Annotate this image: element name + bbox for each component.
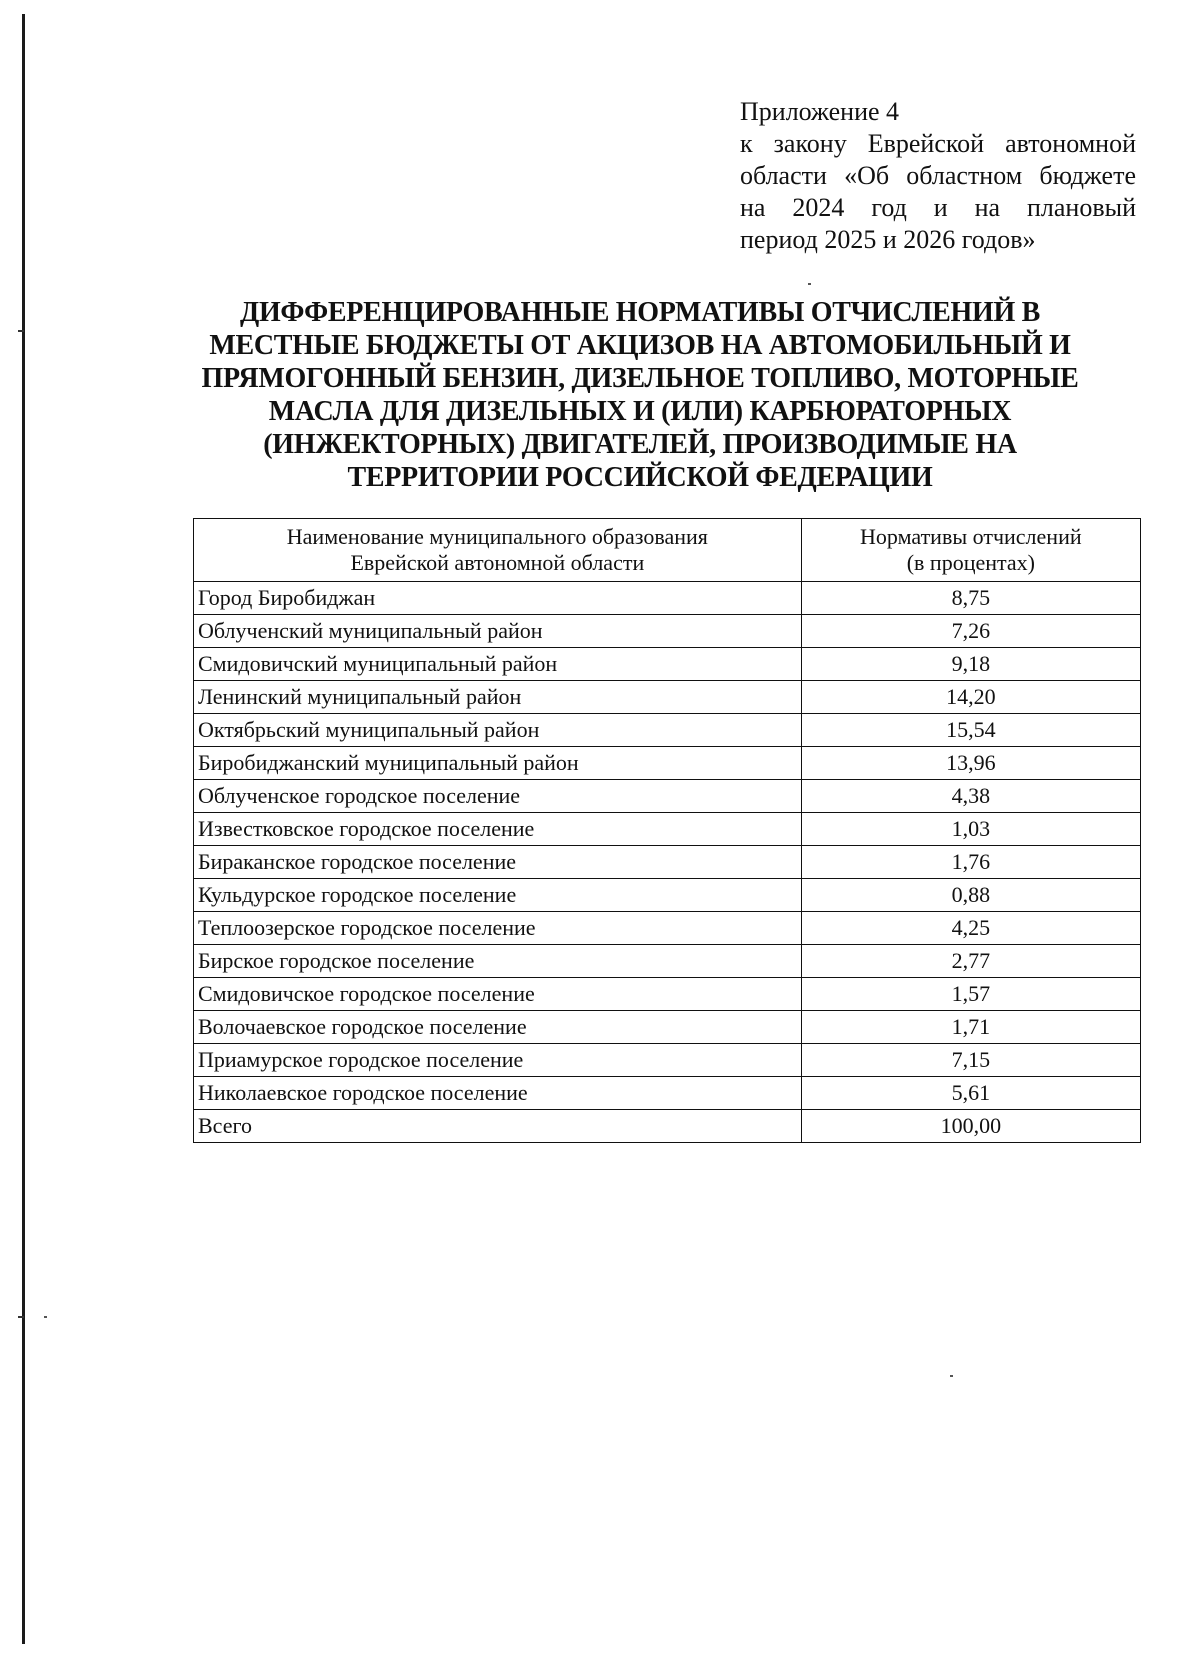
total-label: Всего	[194, 1110, 802, 1143]
norm-value: 7,26	[801, 615, 1140, 648]
municipality-name: Известковское городское поселение	[194, 813, 802, 846]
annex-header	[740, 96, 1136, 256]
table-row	[194, 912, 1141, 945]
title-line: (ИНЖЕКТОРНЫХ) ДВИГАТЕЛЕЙ, ПРОИЗВОДИМЫЕ НА	[263, 429, 1017, 460]
norms-table	[193, 518, 1141, 1143]
title-line: МЕСТНЫЕ БЮДЖЕТЫ ОТ АКЦИЗОВ НА АВТОМОБИЛЬНЫЙ И	[209, 330, 1071, 361]
table-row	[194, 846, 1141, 879]
document-title	[200, 296, 1080, 494]
title-line: ДИФФЕРЕНЦИРОВАННЫЕ НОРМАТИВЫ ОТЧИСЛЕНИЙ В	[239, 297, 1040, 328]
table-row	[194, 747, 1141, 780]
table-total-row	[194, 1110, 1141, 1143]
municipality-name: Город Биробиджан	[194, 582, 802, 615]
table-row	[194, 978, 1141, 1011]
table-row	[194, 681, 1141, 714]
table-row	[194, 615, 1141, 648]
header-value-cell	[801, 519, 1140, 582]
annex-law-line: к закону Еврейской автономной	[740, 129, 1136, 158]
annex-law-line: на 2024 год и на плановый	[740, 193, 1136, 222]
table-row	[194, 1077, 1141, 1110]
norm-value: 14,20	[801, 681, 1140, 714]
norm-value: 1,03	[801, 813, 1140, 846]
norm-value: 5,61	[801, 1077, 1140, 1110]
header-name-line: Наименование муниципального образования	[286, 524, 708, 549]
scan-mark	[18, 330, 24, 332]
table-row	[194, 582, 1141, 615]
annex-number: Приложение 4	[740, 97, 900, 126]
header-value-line: Нормативы отчислений	[860, 524, 1082, 549]
table-header-row	[194, 519, 1141, 582]
norm-value: 4,38	[801, 780, 1140, 813]
municipality-name: Волочаевское городское поселение	[194, 1011, 802, 1044]
table-row	[194, 813, 1141, 846]
municipality-name: Теплоозерское городское поселение	[194, 912, 802, 945]
scan-speck	[44, 1316, 47, 1318]
municipality-name: Биробиджанский муниципальный район	[194, 747, 802, 780]
municipality-name: Приамурское городское поселение	[194, 1044, 802, 1077]
norm-value: 8,75	[801, 582, 1140, 615]
header-name-cell	[194, 519, 802, 582]
municipality-name: Ленинский муниципальный район	[194, 681, 802, 714]
municipality-name: Октябрьский муниципальный район	[194, 714, 802, 747]
table-row	[194, 945, 1141, 978]
table-row	[194, 1044, 1141, 1077]
norm-value: 1,57	[801, 978, 1140, 1011]
header-value-line: (в процентах)	[906, 550, 1035, 575]
title-line: ТЕРРИТОРИИ РОССИЙСКОЙ ФЕДЕРАЦИИ	[347, 462, 933, 493]
total-value: 100,00	[801, 1110, 1140, 1143]
norm-value: 2,77	[801, 945, 1140, 978]
norm-value: 0,88	[801, 879, 1140, 912]
municipality-name: Бираканское городское поселение	[194, 846, 802, 879]
norm-value: 9,18	[801, 648, 1140, 681]
municipality-name: Смидовичское городское поселение	[194, 978, 802, 1011]
table-row	[194, 780, 1141, 813]
table-row	[194, 1011, 1141, 1044]
norm-value: 7,15	[801, 1044, 1140, 1077]
municipality-name: Кульдурское городское поселение	[194, 879, 802, 912]
municipality-name: Бирское городское поселение	[194, 945, 802, 978]
title-line: МАСЛА ДЛЯ ДИЗЕЛЬНЫХ И (ИЛИ) КАРБЮРАТОРНЫХ	[268, 396, 1012, 427]
scan-speck	[950, 1375, 953, 1377]
table-row	[194, 714, 1141, 747]
title-line: ПРЯМОГОННЫЙ БЕНЗИН, ДИЗЕЛЬНОЕ ТОПЛИВО, МОТОРНЫЕ	[201, 363, 1079, 394]
norm-value: 1,71	[801, 1011, 1140, 1044]
municipality-name: Смидовичский муниципальный район	[194, 648, 802, 681]
municipality-name: Облученский муниципальный район	[194, 615, 802, 648]
norm-value: 4,25	[801, 912, 1140, 945]
header-name-line: Еврейской автономной области	[350, 550, 645, 575]
annex-law-line: период 2025 и 2026 годов»	[740, 225, 1036, 254]
scan-left-border	[22, 14, 25, 1644]
scan-speck	[808, 283, 811, 285]
table-row	[194, 879, 1141, 912]
municipality-name: Николаевское городское поселение	[194, 1077, 802, 1110]
norm-value: 13,96	[801, 747, 1140, 780]
municipality-name: Облученское городское поселение	[194, 780, 802, 813]
scan-mark	[18, 1316, 24, 1318]
norm-value: 1,76	[801, 846, 1140, 879]
annex-law-line: области «Об областном бюджете	[740, 161, 1136, 190]
table-row	[194, 648, 1141, 681]
norm-value: 15,54	[801, 714, 1140, 747]
